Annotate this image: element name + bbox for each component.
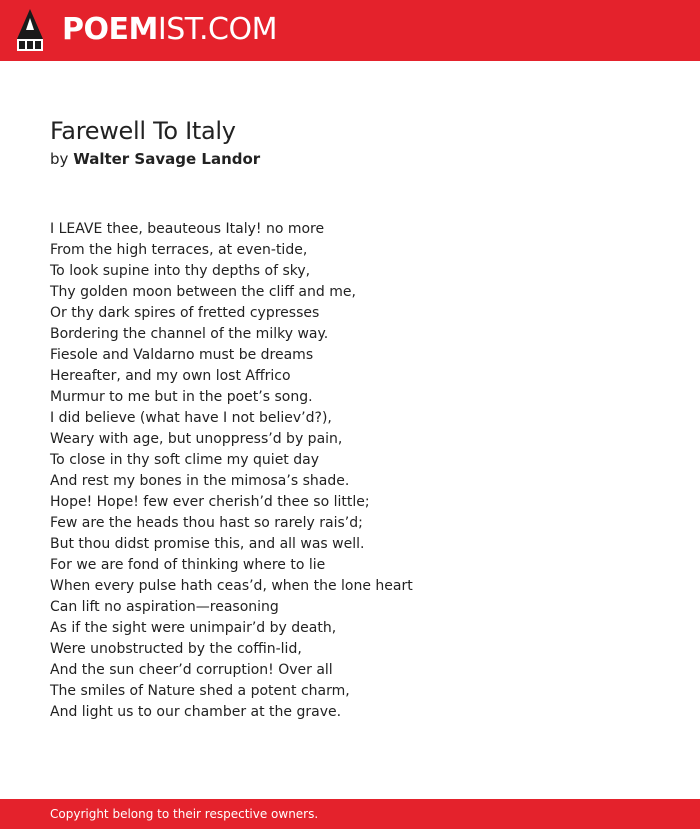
pencil-icon	[17, 9, 43, 51]
poem-line: Fiesole and Valdarno must be dreams	[50, 347, 314, 363]
poem-line: To close in thy soft clime my quiet day	[50, 452, 319, 468]
poem-line: Hereafter, and my own lost Affrico	[50, 368, 291, 384]
poem-line: And rest my bones in the mimosa’s shade.	[50, 473, 350, 489]
copyright-notice: Copyright belong to their respective owners.	[50, 807, 319, 821]
poem-line: And the sun cheer’d corruption! Over all	[50, 662, 333, 678]
poem-line: Few are the heads thou hast so rarely rais’d;	[50, 515, 363, 531]
poem-line: I did believe (what have I not believ’d?),	[50, 410, 332, 426]
site-logo[interactable]	[62, 12, 277, 48]
poem-line: To look supine into thy depths of sky,	[50, 263, 311, 279]
poem-line: The smiles of Nature shed a potent charm,	[50, 683, 350, 699]
poem-body	[50, 219, 413, 723]
byline	[50, 149, 260, 169]
poem-line: Bordering the channel of the milky way.	[50, 326, 329, 342]
poem-line: As if the sight were unimpair’d by death,	[50, 620, 337, 636]
poem-line: Can lift no aspiration—reasoning	[50, 599, 279, 615]
site-header	[0, 0, 700, 61]
poem-line: And light us to our chamber at the grave.	[50, 704, 342, 720]
poem-title: Farewell To Italy	[50, 117, 236, 145]
poem-line: Murmur to me but in the poet’s song.	[50, 389, 313, 405]
poem-line: Or thy dark spires of fretted cypresses	[50, 305, 320, 321]
poem-line: Were unobstructed by the coffin-lid,	[50, 641, 302, 657]
by-label: by	[50, 150, 69, 168]
author-name: Walter Savage Landor	[73, 150, 261, 168]
site-footer	[0, 799, 700, 829]
logo-bold-text: POEM	[62, 12, 158, 47]
poem-line: Weary with age, but unoppress’d by pain,	[50, 431, 343, 447]
poem-line: Thy golden moon between the cliff and me,	[50, 284, 356, 300]
poem-line: For we are fond of thinking where to lie	[50, 557, 326, 573]
poem-line: I LEAVE thee, beauteous Italy! no more	[50, 221, 325, 237]
poem-line: From the high terraces, at even-tide,	[50, 242, 308, 258]
poem-line: But thou didst promise this, and all was well.	[50, 536, 365, 552]
logo-light-text: IST.COM	[157, 12, 277, 47]
poem-line: Hope! Hope! few ever cherish’d thee so little;	[50, 494, 370, 510]
poem-line: When every pulse hath ceas’d, when the lone heart	[50, 578, 413, 594]
